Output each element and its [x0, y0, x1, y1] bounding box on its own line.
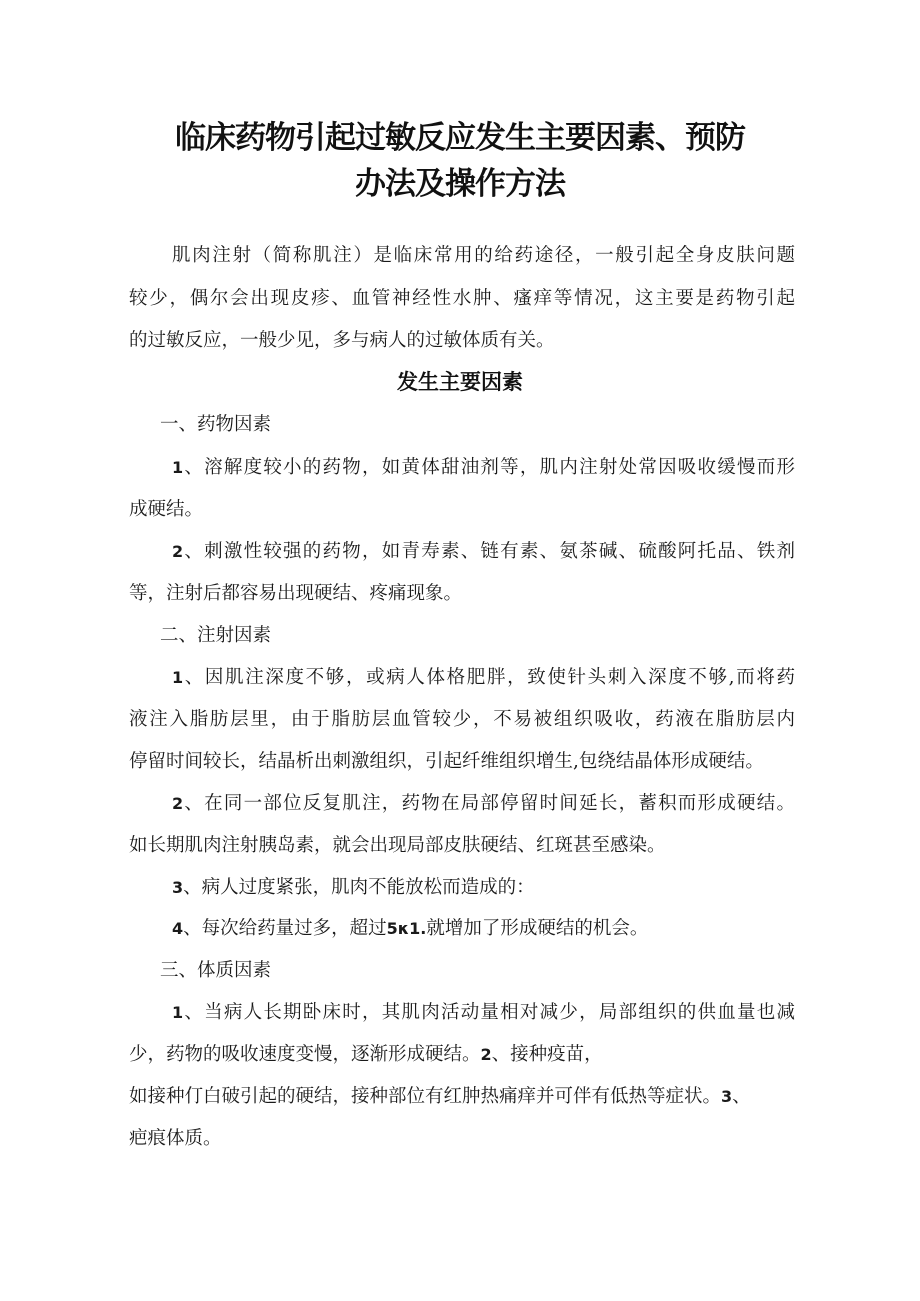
paragraph-text: 、因肌注深度不够，或病人体格肥胖，致使针头刺入深度不够,而将药 [183, 667, 795, 688]
item-number: 4 [172, 919, 184, 938]
paragraph-line: 等，注射后都容易出现硬结、疼痛现象。 [129, 583, 463, 604]
paragraph-text: 、 [732, 1086, 751, 1107]
paragraph-line [129, 1084, 751, 1110]
paragraph-text: 、病人过度紧张，肌肉不能放松而造成的： [183, 877, 535, 898]
paragraph-text: 就增加了形成硬结的机会。 [426, 918, 649, 939]
paragraph-line [129, 1042, 603, 1068]
constitution-factors-heading: 三、体质因素 [160, 960, 272, 981]
paragraph-text: 、在同一部位反复肌注，药物在局部停留时间延长，蓄积而形成硬结。 [183, 793, 795, 814]
drug-factors-heading: 一、药物因素 [160, 414, 272, 435]
paragraph-line [172, 791, 795, 817]
item-number: 1 [172, 668, 184, 687]
paragraph-line [172, 455, 795, 481]
paragraph-text: 如接种仃白破引起的硬结，接种部位有红肿热痛痒并可伴有低热等症状。 [129, 1086, 722, 1107]
paragraph-line: 停留时间较长，结晶析出刺激组织，引起纤维组织增生,包绕结晶体形成硬结。 [129, 751, 764, 772]
dose-value: 5κ1. [386, 919, 427, 938]
paragraph-text: 少，药物的吸收速度变慢，逐渐形成硬结。 [129, 1044, 481, 1065]
item-number: 2 [172, 542, 184, 561]
item-number: 1 [172, 1003, 184, 1022]
intro-line: 肌肉注射（简称肌注）是临床常用的给药途径，一般引起全身皮肤问题 [172, 245, 795, 266]
paragraph-line: 如长期肌肉注射胰岛素，就会出现局部皮肤硬结、红斑甚至感染。 [129, 835, 666, 856]
section-heading: 发生主要因素 [397, 370, 523, 394]
injection-factors-heading: 二、注射因素 [160, 625, 272, 646]
paragraph-text: 、每次给药量过多，超过 [183, 918, 387, 939]
paragraph-text: 、当病人长期卧床时，其肌肉活动量相对减少，局部组织的供血量也减 [183, 1002, 795, 1023]
paragraph-line: 液注入脂肪层里，由于脂肪层血管较少，不易被组织吸收，药液在脂肪层内 [129, 709, 795, 730]
paragraph-line [172, 1000, 795, 1026]
item-number: 1 [172, 458, 184, 477]
paragraph-text: 、溶解度较小的药物，如黄体甜油剂等，肌内注射处常因吸收缓慢而形 [183, 457, 795, 478]
paragraph-text: 、刺激性较强的药物，如青寿素、链有素、氨茶碱、硫酸阿托品、铁剂 [183, 541, 795, 562]
intro-line: 较少，偶尔会出现皮疹、血管神经性水肿、瘙痒等情况，这主要是药物引起 [129, 288, 795, 309]
paragraph-text: 、接种疫苗， [491, 1044, 603, 1065]
paragraph-line: 疤痕体质。 [129, 1128, 222, 1149]
paragraph-line [172, 665, 795, 691]
intro-line: 的过敏反应，一般少见，多与病人的过敏体质有关。 [129, 330, 555, 351]
paragraph-line [172, 539, 795, 565]
paragraph-line: 成硬结。 [129, 499, 204, 520]
paragraph-line [172, 875, 535, 901]
document-title-line1: 临床药物引起过敏反应发生主要因素、预防 [175, 120, 745, 156]
item-number: 3 [721, 1087, 733, 1106]
item-number: 2 [480, 1045, 492, 1064]
paragraph-line [172, 916, 648, 942]
item-number: 2 [172, 794, 184, 813]
document-title-line2: 办法及操作方法 [355, 166, 565, 202]
item-number: 3 [172, 878, 184, 897]
